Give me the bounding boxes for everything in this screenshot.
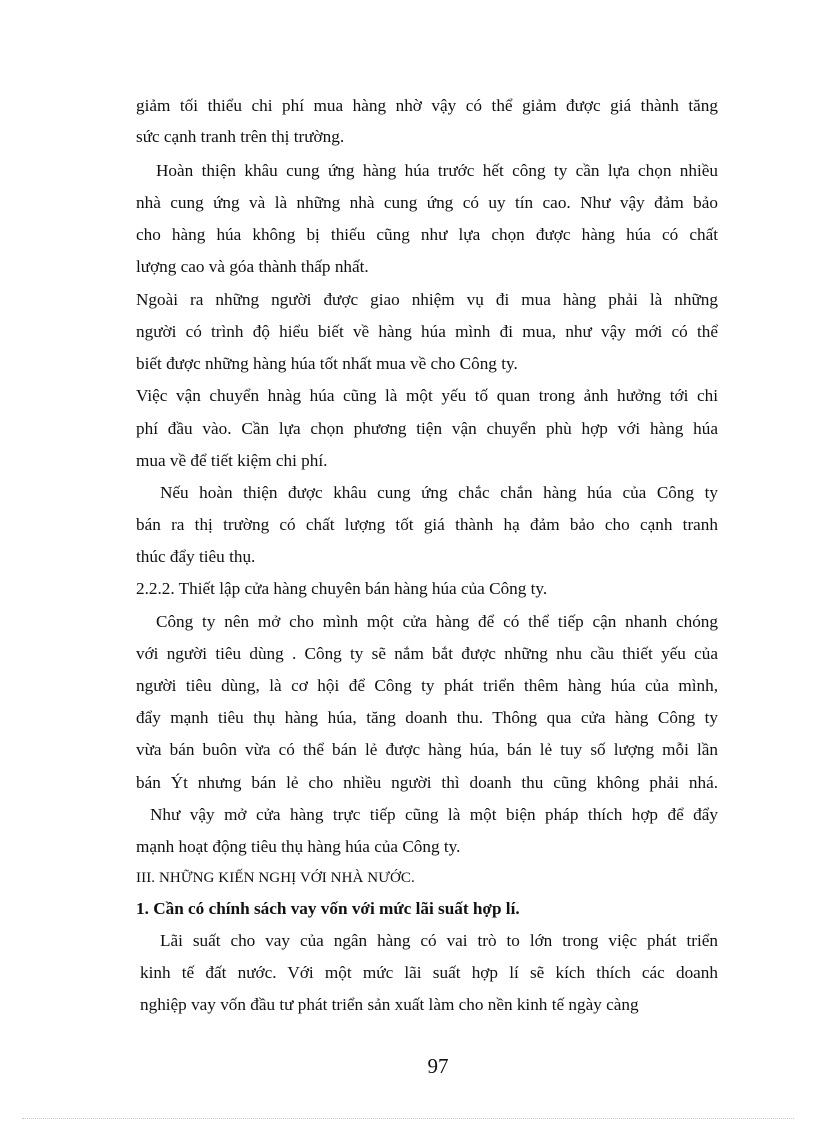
text-line-17: Công ty nên mở cho mình một cửa hàng để có thể tiếp cận nhanh chóng (156, 612, 718, 631)
text-line-3: Hoàn thiện khâu cung ứng hàng húa trước hết công ty cần lựa chọn nhiều (156, 161, 718, 180)
text-line-24: mạnh hoạt động tiêu thụ hàng húa của Công ty. (136, 837, 461, 856)
text-line-29: nghiệp vay vốn đầu tư phát triển sản xuất làm cho nền kinh tế ngày càng (140, 995, 639, 1014)
text-line-28: kinh tế đất nước. Với một mức lãi suất hợp lí sẽ kích thích các doanh (140, 963, 718, 982)
text-line-27: Lãi suất cho vay của ngân hàng có vai trò to lớn trong việc phát triển (160, 931, 718, 950)
text-line-5: cho hàng húa không bị thiếu cũng như lựa chọn được hàng húa có chất (136, 225, 718, 244)
bottom-divider (22, 1118, 794, 1119)
text-line-9: biết được những hàng húa tốt nhất mua về cho Công ty. (136, 354, 518, 373)
text-line-19: người tiêu dùng, là cơ hội để Công ty phát triển thêm hàng húa của mình, (136, 676, 718, 695)
text-line-13: Nếu hoàn thiện được khâu cung ứng chắc chắn hàng húa của Công ty (160, 483, 718, 502)
text-line-15: thúc đẩy tiêu thụ. (136, 547, 256, 566)
section-heading-2-2-2: 2.2.2. Thiết lập cửa hàng chuyên bán hàng húa của Công ty. (136, 579, 548, 598)
text-line-14: bán ra thị trường có chất lượng tốt giá thành hạ đảm bảo cho cạnh tranh (136, 515, 718, 534)
page-number: 97 (427, 1054, 449, 1078)
text-line-23: Như vậy mở cửa hàng trực tiếp cũng là một biện pháp thích hợp để đẩy (150, 805, 718, 824)
text-line-12: mua về để tiết kiệm chi phí. (136, 451, 328, 470)
text-line-21: vừa bán buôn vừa có thể bán lẻ được hàng húa, bán lẻ tuy số lượng mỗi lần (136, 740, 718, 759)
text-line-7: Ngoài ra những người được giao nhiệm vụ đi mua hàng phải là những (136, 290, 718, 309)
text-line-18: với người tiêu dùng . Công ty sẽ nắm bắt được những nhu cầu thiết yếu của (136, 644, 718, 663)
text-line-10: Việc vận chuyển hnàg húa cũng là một yếu tố quan trong ảnh hưởng tới chi (136, 386, 718, 405)
text-line-2: sức cạnh tranh trên thị trường. (136, 127, 345, 146)
text-line-1: giảm tối thiểu chi phí mua hàng nhờ vậy có thể giảm được giá thành tăng (136, 96, 718, 115)
section-heading-iii: III. NHỮNG KIẾN NGHỊ VỚI NHÀ NƯỚC. (136, 870, 415, 886)
text-line-11: phí đầu vào. Cần lựa chọn phương tiện vận chuyển phù hợp với hàng húa (136, 419, 718, 438)
text-line-8: người có trình độ hiểu biết về hàng húa mình đi mua, như vậy mới có thể (136, 322, 718, 341)
text-line-4: nhà cung ứng và là những nhà cung ứng có uy tín cao. Như vậy đảm bảo (136, 193, 718, 212)
text-line-20: đẩy mạnh tiêu thụ hàng húa, tăng doanh thu. Thông qua cửa hàng Công ty (136, 708, 718, 727)
subsection-heading-1: 1. Cần có chính sách vay vốn với mức lãi suất hợp lí. (136, 899, 520, 918)
text-line-22: bán Ýt nhưng bán lẻ cho nhiều người thì doanh thu cũng không phải nhá. (136, 773, 718, 792)
text-line-6: lượng cao và góa thành thấp nhất. (136, 257, 369, 276)
